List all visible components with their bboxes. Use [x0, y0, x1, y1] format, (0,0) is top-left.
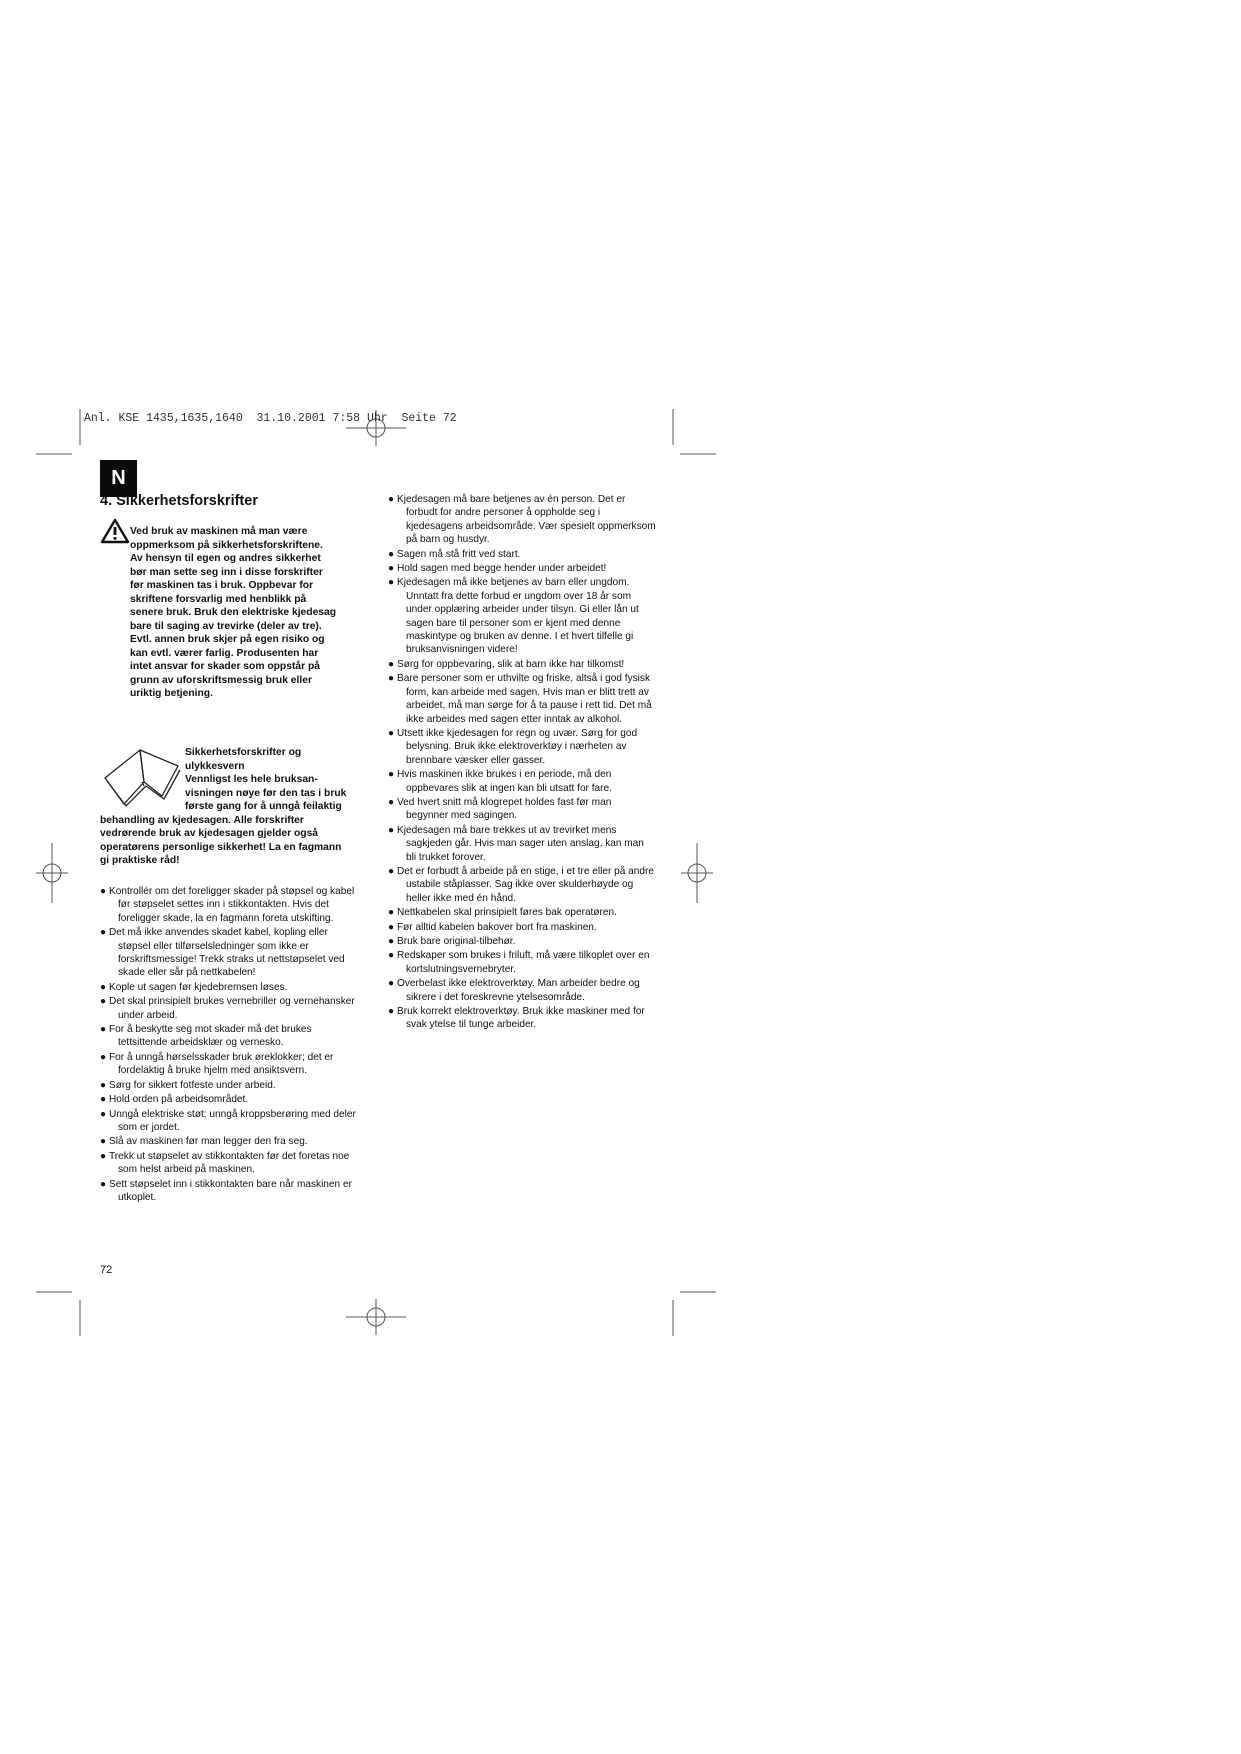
manual-line: operatørens personlige sikkerhet! La en fagmann [100, 841, 342, 853]
bullet-icon: ● [388, 824, 395, 836]
warning-line: uriktig betjening. [130, 688, 213, 699]
bullet-icon: ● [100, 1051, 107, 1063]
section-title: 4. Sikkerhetsforskrifter [100, 493, 258, 509]
language-badge: N [100, 460, 137, 497]
safety-list-left [100, 885, 362, 1205]
list-item: ● Kjedesagen må bare betjenes av én person. Det er forbudt for andre personer å oppholde seg i kjedesagens arbeidsområde. Vær spesielt oppmerksom på barn og husdyr. [388, 494, 656, 546]
manual-line: visningen nøye før den tas i bruk [185, 787, 347, 799]
list-item: ● Hold orden på arbeidsområdet. [100, 1094, 249, 1106]
manual-line: Vennligst les hele bruksan- [185, 774, 318, 785]
list-item: ● For å unngå hørselsskader bruk øreklokker; det er fordelaktig å bruke hjelm med ansiktsvern. [100, 1051, 334, 1077]
list-item: ● For å beskytte seg mot skader må det brukes tettsittende arbeidsklær og vernesko. [100, 1024, 312, 1049]
bullet-icon: ● [388, 978, 395, 990]
list-item: ● Sørg for sikkert fotfeste under arbeid. [100, 1079, 276, 1091]
warning-line: før maskinen tas i bruk. Oppbevar for [130, 580, 314, 591]
bullet-icon: ● [100, 1136, 107, 1148]
list-item: ● Kople ut sagen før kjedebremsen løses. [100, 981, 288, 993]
page-number: 72 [100, 1264, 113, 1276]
list-item: ● Det må ikke anvendes skadet kabel, kopling eller støpsel eller tilførselsledninger som ikke er forskriftsmessige! Trekk straks ut nettstøpselet ved skade eller sår på nettkabelen! [100, 927, 345, 979]
list-item: ● Redskaper som brukes i friluft, må være tilkoplet over en kortslutningsvernebryter. [388, 950, 650, 975]
warning-line: senere bruk. Bruk den elektriske kjedesag [130, 607, 337, 618]
bullet-icon: ● [388, 577, 395, 589]
bullet-icon: ● [388, 907, 395, 919]
bullet-icon: ● [388, 796, 395, 808]
bullet-icon: ● [388, 727, 395, 739]
list-item: ● Det skal prinsipielt brukes vernebriller og vernehansker under arbeid. [100, 996, 355, 1021]
bullet-icon: ● [388, 921, 395, 933]
list-item: ● Bruk bare original-tilbehør. [388, 936, 516, 947]
warning-paragraph [100, 525, 372, 701]
bullet-icon: ● [100, 981, 107, 993]
list-item: ● Sørg for oppbevaring, slik at barn ikke har tilkomst! [388, 658, 625, 670]
warning-line: Av hensyn til egen og andres sikkerhet [130, 553, 321, 564]
warning-line: intet ansvar for skader som oppstår på [130, 661, 320, 672]
bullet-icon: ● [100, 1108, 107, 1120]
bullet-icon: ● [388, 936, 395, 947]
bullet-icon: ● [388, 950, 395, 962]
manual-line: vedrørende bruk av kjedesagen gjelder også [100, 828, 319, 839]
warning-line: Ved bruk av maskinen må man være [130, 526, 308, 537]
list-item: ● Sagen må stå fritt ved start. [388, 548, 521, 560]
manual-line: gi praktiske råd! [100, 855, 180, 866]
list-item: ● Kjedesagen må ikke betjenes av barn eller ungdom. Unntatt fra dette forbud er ungdom over 18 år som under opplæring arbeider under tilsyn. Gi eller lån ut sagen bare til personer som er kjent med denne maskintype og bruken av denne. I et hvert tilfelle gi bruksanvisningen videre! [388, 577, 639, 656]
warning-line: grunn av uforskriftsmessig bruk eller [130, 674, 312, 686]
bullet-icon: ● [388, 563, 395, 575]
list-item: ● Trekk ut støpselet av stikkontakten før det foretas noe som helst arbeid på maskinen. [100, 1150, 350, 1176]
warning-line: skriftene forsvarlig med henblikk på [130, 593, 307, 605]
list-item: ● Ved hvert snitt må klogrepet holdes fast før man begynner med sagingen. [388, 796, 612, 822]
list-item: ● Nettkabelen skal prinsipielt føres bak operatøren. [388, 907, 617, 919]
list-item: ● Hold sagen med begge hender under arbeidet! [388, 563, 607, 575]
bullet-icon: ● [388, 548, 395, 560]
bullet-icon: ● [388, 1006, 395, 1018]
bullet-icon: ● [100, 1178, 107, 1190]
warning-line: kan evtl. værer farlig. Produsenten har [130, 647, 319, 659]
safety-list-right [388, 493, 656, 1033]
list-item: ● Det er forbudt å arbeide på en stige, i et tre eller på andre ustabile ståplasser. Sag ikke over skulderhøyde og heller ikke med én hånd. [388, 865, 654, 904]
list-item: ● Kjedesagen må bare trekkes ut av trevirket mens sagkjeden går. Hvis man sager uten anslag, kan man bli trukket forover. [388, 824, 644, 863]
bullet-icon: ● [388, 658, 395, 670]
bullet-icon: ● [100, 1094, 107, 1106]
bullet-icon: ● [388, 494, 395, 505]
warning-line: oppmerksom på sikkerhetsforskriftene. [130, 539, 323, 551]
list-item: ● Utsett ikke kjedesagen for regn og uvær. Sørg for god belysning. Bruk ikke elektroverktøy i nærheten av brennbare væsker eller gasser. [388, 727, 638, 766]
bullet-icon: ● [100, 996, 107, 1008]
list-item: ● Unngå elektriske støt; unngå kroppsberøring med deler som er jordet. [100, 1108, 356, 1133]
bullet-icon: ● [100, 1079, 107, 1091]
list-item: ● Overbelast ikke elektroverktøy. Man arbeider bedre og sikrere i det foreskrevne ytelsesområde. [388, 978, 640, 1003]
manual-line: behandling av kjedesagen. Alle forskrifter [100, 814, 304, 826]
warning-line: bare til saging av trevirke (deler av tre). [130, 620, 322, 632]
manual-line: Sikkerhetsforskrifter og [185, 747, 302, 758]
list-item: ● Før alltid kabelen bakover bort fra maskinen. [388, 921, 597, 933]
bullet-icon: ● [388, 769, 395, 781]
list-item: ● Hvis maskinen ikke brukes i en periode, må den oppbevares slik at ingen kan bli utsatt for fare. [388, 769, 612, 794]
bullet-icon: ● [100, 927, 107, 939]
list-item: ● Kontrollér om det foreligger skader på støpsel og kabel før støpselet settes inn i stikkontakten. Hvis det foreligger skade, la en fagmann foreta utskifting. [100, 886, 355, 924]
list-item: ● Bare personer som er uthvilte og friske, altså i god fysisk form, kan arbeide med sagen. Hvis man er blitt trett av arbeidet, må man sørge for å ta pause i rett tid. Det må ikke arbeides med sagen etter inntak av alkohol. [388, 673, 652, 725]
warning-line: Evtl. annen bruk skjer på egen risiko og [130, 634, 325, 645]
manual-instruction [100, 746, 372, 868]
bullet-icon: ● [100, 1024, 107, 1036]
bullet-icon: ● [388, 673, 395, 685]
bullet-icon: ● [100, 886, 107, 897]
manual-line: ulykkesvern [185, 760, 245, 772]
list-item: ● Bruk korrekt elektroverktøy. Bruk ikke maskiner med for svak ytelse til tunge arbeider. [388, 1006, 645, 1031]
list-item: ● Sett støpselet inn i stikkontakten bare når maskinen er utkoplet. [100, 1178, 352, 1203]
print-slug: Anl. KSE 1435,1635,1640 31.10.2001 7:58 Uhr Seite 72 [84, 412, 457, 425]
manual-line: første gang for å unngå feilaktig [185, 801, 342, 812]
bullet-icon: ● [100, 1150, 107, 1162]
list-item: ● Slå av maskinen før man legger den fra seg. [100, 1136, 308, 1148]
warning-line: bør man sette seg inn i disse forskrifter [130, 566, 323, 578]
bullet-icon: ● [388, 865, 395, 877]
